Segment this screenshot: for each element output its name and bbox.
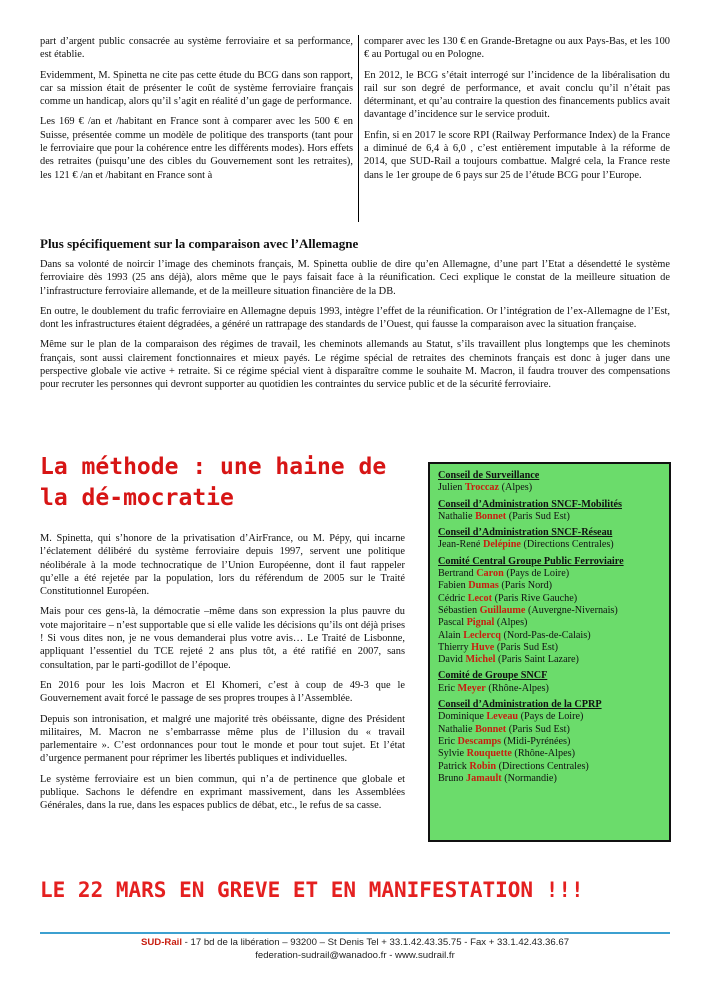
- member-first-name: Bertrand: [438, 568, 474, 580]
- member-region: (Nord-Pas-de-Calais): [503, 629, 591, 641]
- elus-member: [438, 593, 661, 605]
- elus-member: [438, 748, 661, 760]
- section-heading: Plus spécifiquement sur la comparaison avec l’Allemagne: [40, 236, 359, 251]
- member-region: (Auvergne-Nivernais): [528, 604, 618, 616]
- member-last-name: Descamps: [457, 735, 502, 747]
- member-region: (Paris Sud Est): [508, 510, 570, 522]
- footer-contact: federation-sudrail@wanadoo.fr - www.sudrail.fr: [255, 950, 455, 961]
- member-last-name: Troccaz: [464, 482, 500, 494]
- member-first-name: Eric: [438, 735, 455, 747]
- paragraph: Depuis son intronisation, et malgré une majorité très obéissante, digne des Président militaires, M. Macron ne s’embarrasse même plus de l’illusion du « travail parlementaire ». C’est ordonnances pour tout le monde et pour tout sujet. Et l’état d’urgence permanent pour réprimer les libertés publiques et individuelles.: [40, 713, 405, 765]
- member-first-name: Dominique: [438, 711, 484, 723]
- right-column: [364, 35, 670, 189]
- member-region: (Rhône-Alpes): [488, 682, 549, 694]
- member-first-name: Pascal: [438, 617, 465, 629]
- member-first-name: Julien: [438, 482, 463, 494]
- paragraph: Le système ferroviaire est un bien commun, qui n’a de pertinence que globale et publique. Sachons le défendre en exprimant massivement, dans les Assemblées Générales, dans la rue, dans les espaces publics de débat, etc., le refus de sa casse.: [40, 773, 405, 812]
- member-first-name: Jean-René: [438, 539, 481, 551]
- member-first-name: Eric: [438, 682, 455, 694]
- member-region: (Normandie): [504, 772, 557, 784]
- elus-group-title: Conseil d’Administration SNCF-Réseau: [438, 527, 613, 539]
- elus-member: [438, 568, 661, 580]
- elus-member: [438, 617, 661, 629]
- column-divider: [358, 35, 359, 222]
- elus-group: [438, 470, 661, 495]
- member-region: (Paris Sud Est): [508, 723, 570, 735]
- member-first-name: Sylvie: [438, 748, 465, 760]
- elus-member: [438, 773, 661, 785]
- methode-title: La méthode : une haine de la dé-mocratie: [40, 454, 387, 511]
- footer-address-line: [40, 936, 670, 949]
- elus-member: [438, 511, 661, 523]
- paragraph: En outre, le doublement du trafic ferroviaire en Allemagne depuis 1993, intègre l’effet de la réunification. Or l’intégration de l’ex-Allemagne de l’Est, dont les infrastructures étaient dégradées, a généré un rattrapage des standards de l’Ouest, qui fausse la comparaison avec la situation française.: [40, 305, 670, 331]
- paragraph: Les 169 € /an et /habitant en France sont à comparer avec les 500 € en Suisse, présentée comme un modèle de politique des transports (tant pour le ferroviaire que pour la cohérence entre les différents modes). Hors effets des retraites (puisqu’une des cibles du Gouvernement sont les retraites), les 121 € /an et /habitant en France sont à: [40, 116, 353, 181]
- elus-member: [438, 654, 661, 666]
- elus-member: [438, 630, 661, 642]
- member-last-name: Pignal: [466, 617, 495, 629]
- elus-member: [438, 580, 661, 592]
- paragraph: Même sur le plan de la comparaison des régimes de travail, les cheminots allemands au Statut, s’ils travaillent plus longtemps que les cheminots français, sont aussi clairement fonctionnaires et mieux payés. Le régime spécial de retraites des cheminots français est donc à juger dans une perspective globale vie active + retraite. Si ce régime spécial vient à disparaître comme le souhaite M. Macron, il faudra trouver des compensations pour recruter les personnes qui devront supporter au quotidien les contraintes du service public et de la sécurité ferroviaire.: [40, 339, 670, 391]
- member-region: (Paris Nord): [501, 580, 553, 592]
- paragraph: En 2012, le BCG s’était interrogé sur l’incidence de la libéralisation du rail sur son degré de performance, et avait conclu qu’il n’était pas déterminant, et qu’au contraire la question des financements publics avait davantage d’incidence sur le service produit.: [364, 69, 670, 121]
- member-first-name: Alain: [438, 629, 461, 641]
- member-first-name: Bruno: [438, 772, 464, 784]
- member-first-name: Sébastien: [438, 604, 478, 616]
- paragraph: Enfin, si en 2017 le score RPI (Railway Performance Index) de la France a diminué de 6,4 à 6,0 , c’est entièrement imputable à la réforme de 2014, que SUD-Rail a toujours combattue. Malgré cela, la France reste dans le 1er groupe de 6 pays sur 25 de l’étude BCG pour l’Europe.: [364, 129, 670, 181]
- member-first-name: Cédric: [438, 592, 466, 604]
- elus-group: [438, 527, 661, 552]
- member-last-name: Huve: [471, 641, 495, 653]
- elus-member: [438, 605, 661, 617]
- elus-member: [438, 724, 661, 736]
- elus-box: [428, 462, 671, 842]
- member-last-name: Jamault: [466, 772, 502, 784]
- member-first-name: Fabien: [438, 580, 466, 592]
- member-first-name: David: [438, 654, 463, 666]
- member-region: (Pays de Loire): [506, 568, 570, 580]
- elus-group: [438, 699, 661, 785]
- member-first-name: Thierry: [438, 641, 469, 653]
- member-last-name: Guillaume: [479, 604, 526, 616]
- left-column: [40, 35, 353, 189]
- paragraph: Dans sa volonté de noircir l’image des cheminots français, M. Spinetta oublie de dire qu’en Allemagne, d’une part l’Etat a désendetté le système ferroviaire dès 1993 (25 ans déjà), alors même que le pays faisait face à la réunification. Ceci explique le constat de la meilleure situation de l’infrastructure ferroviaire allemande, et de la meilleure situation financière de la DB.: [40, 259, 670, 297]
- member-region: (Paris Sud Est): [496, 641, 558, 653]
- footer: [40, 936, 670, 962]
- strike-slogan: LE 22 MARS EN GREVE ET EN MANIFESTATION !!!: [40, 878, 584, 902]
- member-first-name: Patrick: [438, 760, 467, 772]
- methode-section: [40, 532, 405, 820]
- paragraph: Evidemment, M. Spinetta ne cite pas cette étude du BCG dans son rapport, car sa mission était de présenter le coût de système ferroviaire français comme un handicap, alors qu’il s’agit en réalité d’un gage de performance.: [40, 69, 353, 108]
- elus-group-title: Conseil d’Administration de la CPRP: [438, 699, 602, 711]
- paragraph: comparer avec les 130 € en Grande-Bretagne ou aux Pays-Bas, et les 100 € au Portugal ou en Pologne.: [364, 36, 670, 61]
- elus-member: [438, 482, 661, 494]
- member-region: (Pays de Loire): [520, 711, 584, 723]
- member-region: (Paris Rive Gauche): [494, 592, 578, 604]
- member-last-name: Delépine: [482, 539, 521, 551]
- elus-group: [438, 499, 661, 524]
- paragraph: M. Spinetta, qui s’honore de la privatisation d’AirFrance, ou M. Pépy, qui incarne l’éclatement délibéré du système ferroviaire depuis 1997, servent une politique néolibérale à la mode technocratique de l’Union Européenne, dont il faut rappeler qu’elle a été rejetée par la population, lors du référendum de 2005 sur le Traité Constitutionnel Européen.: [40, 533, 405, 598]
- paragraph: En 2016 pour les lois Macron et El Khomeri, c’est à coup de 49-3 que le Gouvernement avait forcé le passage de ses propres troupes à l’Assemblée.: [40, 679, 405, 705]
- elus-member: [438, 736, 661, 748]
- member-region: (Directions Centrales): [498, 760, 589, 772]
- member-region: (Alpes): [501, 482, 533, 494]
- member-last-name: Dumas: [468, 580, 499, 592]
- elus-group-title: Conseil de Surveillance: [438, 470, 540, 481]
- member-last-name: Caron: [476, 568, 504, 580]
- member-region: (Paris Saint Lazare): [498, 654, 579, 666]
- member-first-name: Nathalie: [438, 510, 473, 522]
- member-last-name: Meyer: [457, 682, 486, 694]
- elus-member: [438, 539, 661, 551]
- member-last-name: Bonnet: [475, 510, 507, 522]
- member-last-name: Rouquette: [466, 748, 512, 760]
- member-region: (Midi-Pyrénées): [503, 735, 571, 747]
- member-last-name: Leclercq: [463, 629, 501, 641]
- footer-rule: [40, 932, 670, 934]
- member-region: (Rhône-Alpes): [514, 748, 575, 760]
- member-last-name: Bonnet: [475, 723, 507, 735]
- elus-group-title: Conseil d’Administration SNCF-Mobilités: [438, 498, 622, 510]
- member-last-name: Robin: [469, 760, 497, 772]
- member-region: (Alpes): [496, 617, 528, 629]
- member-last-name: Leveau: [486, 711, 519, 723]
- elus-member: [438, 683, 661, 695]
- paragraph: part d’argent public consacrée au système ferroviaire et sa performance, est établie.: [40, 36, 353, 61]
- member-last-name: Lecot: [467, 592, 493, 604]
- footer-org: SUD-Rail: [140, 937, 182, 948]
- allemagne-section: [40, 236, 670, 399]
- member-region: (Directions Centrales): [523, 539, 614, 551]
- elus-group-title: Comité de Groupe SNCF: [438, 670, 548, 682]
- paragraph: Mais pour ces gens-là, la démocratie –même dans son expression la plus pauvre du vote majoritaire – n’est supportable que si elle valide les décisions qu’ils ont déjà prises ! Si vous dites non, je ne vous demanderai plus votre avis… Le Traité de Lisbonne, appliquant l’essentiel du TCE rejeté 2 ans plus tôt, a été ratifié en 2007, sans consultation, par le parti-godillot de l’époque.: [40, 606, 405, 671]
- elus-group-title: Comité Central Groupe Public Ferroviaire: [438, 555, 624, 567]
- elus-group: [438, 670, 661, 695]
- elus-member: [438, 642, 661, 654]
- member-last-name: Michel: [465, 654, 496, 666]
- elus-group: [438, 556, 661, 667]
- elus-member: [438, 711, 661, 723]
- footer-address: - 17 bd de la libération – 93200 – St Denis Tel + 33.1.42.43.35.75 - Fax + 33.1.42.43.36.67: [181, 937, 570, 948]
- member-first-name: Nathalie: [438, 723, 473, 735]
- elus-member: [438, 761, 661, 773]
